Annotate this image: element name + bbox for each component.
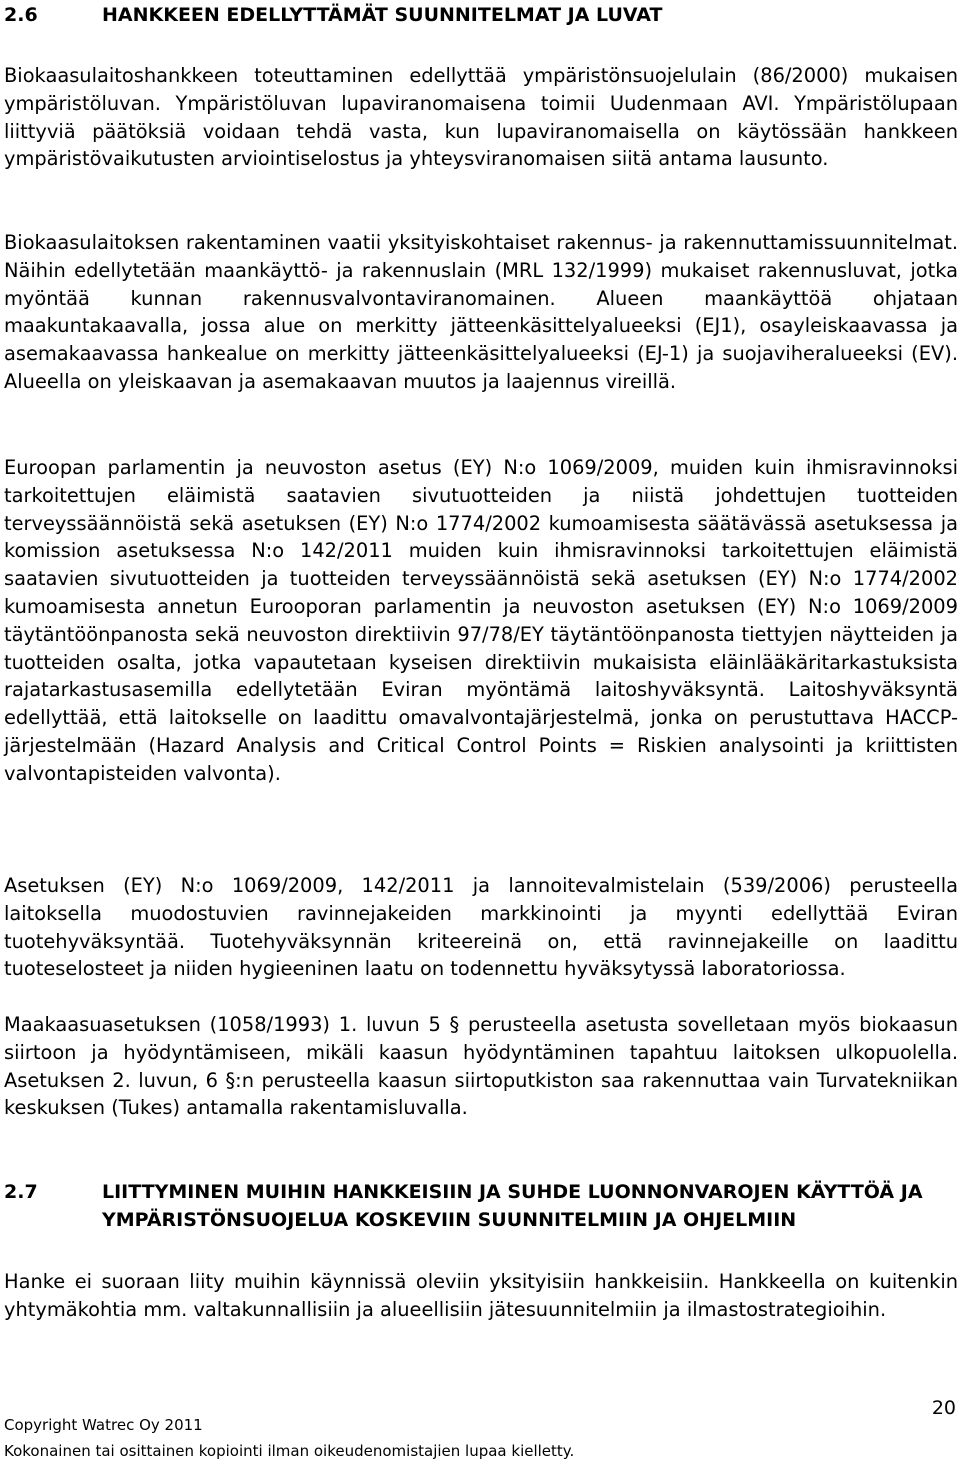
footer-notice: Kokonainen tai osittainen kopiointi ilman oikeudenomistajien lupaa kielletty. (4, 1442, 575, 1460)
section-number: 2.7 (4, 1181, 38, 1203)
paragraph-gas-regulation: Maakaasuasetuksen (1058/1993) 1. luvun 5 § perusteella asetusta sovelletaan myös biokaasun siirtoon ja hyödyntämiseen, mikäli kaasun hyödyntäminen tapahtuu laitoksen ulkopuolella. Asetuksen 2. luvun, 6 §:n perusteella kaasun siirtoputkiston saa rakennuttaa vain Turvatekniikan keskuksen (Tukes) antamalla rakentamisluvalla. (4, 1013, 958, 1120)
section-title: LIITTYMINEN MUIHIN HANKKEISIIN JA SUHDE LUONNONVAROJEN KÄYTTÖÄ JA YMPÄRISTÖNSUOJELUA KOSKEVIIN SUUNNITELMIIN JA OHJELMIIN (102, 1181, 923, 1231)
section-title: HANKKEEN EDELLYTTÄMÄT SUUNNITELMAT JA LUVAT (102, 4, 663, 26)
page-number: 20 (931, 1397, 956, 1419)
paragraph-product-approval: Asetuksen (EY) N:o 1069/2009, 142/2011 ja lannoitevalmistelain (539/2006) perusteella laitoksella muodostuvien ravinnejakeiden markkinointi ja myynti edellyttää Eviran tuotehyväksyntää. Tuotehyväksynnän kriteereinä on, että ravinnejakeille on laadittu tuoteselosteet ja niiden hygieeninen laatu on todennettu hyväksytyssä laboratoriossa. (4, 874, 958, 981)
section-number: 2.6 (4, 4, 38, 26)
document-page (4, 0, 958, 1465)
paragraph-building-permits: Biokaasulaitoksen rakentaminen vaatii yksityiskohtaiset rakennus- ja rakennuttamissuunnitelmat. Näihin edellytetään maankäyttö- ja rakennuslain (MRL 132/1999) mukaiset rakennusluvat, jotka myöntää kunnan rakennusvalvontaviranomainen. Alueen maankäyttöä ohjataan maakuntakaavalla, jossa alue on merkitty jätteenkäsittelyalueeksi (EJ1), osayleiskaavassa ja asemakaavassa hankealue on merkitty jätteenkäsittelyalueeksi (EJ-1) ja suojaviheralueeksi (EV). Alueella on yleiskaavan ja asemakaavan muutos ja laajennus vireillä. (4, 231, 958, 393)
paragraph-related-projects: Hanke ei suoraan liity muihin käynnissä oleviin yksityisiin hankkeisiin. Hankkeella on kuitenkin yhtymäkohtia mm. valtakunnallisiin ja alueellisiin jätesuunnitelmiin ja ilmastostrategioihin. (4, 1270, 958, 1321)
paragraph-environmental-permit: Biokaasulaitoshankkeen toteuttaminen edellyttää ympäristönsuojelulain (86/2000) mukaisen ympäristöluvan. Ympäristöluvan lupaviranomaisena toimii Uudenmaan AVI. Ympäristölupaan liittyviä päätöksiä voidaan tehdä vasta, kun lupaviranomaisella on käytössään hankkeen ympäristövaikutusten arviointiselostus ja yhteysviranomaisen siitä antama lausunto. (4, 64, 958, 171)
paragraph-eu-regulation: Euroopan parlamentin ja neuvoston asetus (EY) N:o 1069/2009, muiden kuin ihmisravinnoksi tarkoitettujen eläimistä saatavien sivutuotteiden ja niistä johdettujen tuotteiden terveyssäännöistä sekä asetuksen (EY) N:o 1774/2002 kumoamisesta säätävässä asetuksessa ja komission asetuksessa N:o 142/2011 muiden kuin ihmisravinnoksi tarkoitettujen eläimistä saatavien sivutuotteiden ja tuotteiden terveyssäännöistä sekä asetuksen (EY) N:o 1774/2002 kumoamisesta annetun Eurooporan parlamentin ja neuvoston asetuksen (EY) N:o 1069/2009 täytäntöönpanosta sekä neuvoston direktiivin 97/78/EY täytäntöönpanosta tiettyjen näytteiden ja tuotteiden osalta, jotka vapautetaan kyseisen direktiivin mukaisista eläinlääkäritarkastuksista rajatarkastusasemilla edellytetään Eviran myöntämä laitoshyväksyntä. Laitoshyväksyntä edellyttää, että laitokselle on laadittu omavalvontajärjestelmä, jonka on perustuttava HACCP-järjestelmään (Hazard Analysis and Critical Control Points = Riskien analysointi ja kriittisten valvontapisteiden valvonta). (4, 456, 958, 785)
footer-copyright: Copyright Watrec Oy 2011 (4, 1416, 203, 1434)
